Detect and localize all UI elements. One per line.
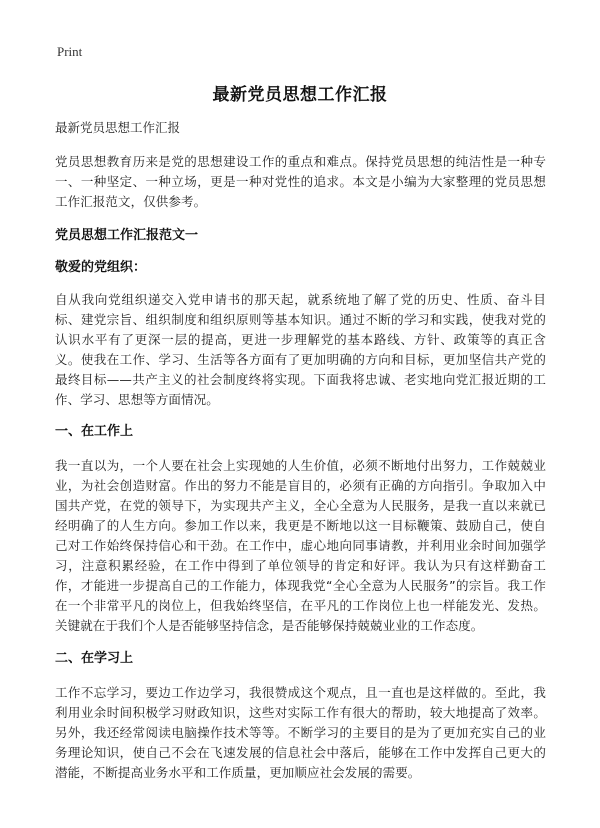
paragraph-application: 自从我向党组织递交入党申请书的那天起，就系统地了解了党的历史、性质、奋斗目标、建党宗旨、组织制度和组织原则等基本知识。通过不断的学习和实践，使我对党的认识水平有了更深一层的提高，更进一步理解党的基本路线、方针、政策等的真正含义。使我在工作、学习、生活等各方面有了更加明确的方向和目标，更加坚信共产党的最终目标——共产主义的社会制度终将实现。下面我将忠诚、老实地向党汇报近期的工作、学习、思想等方面情况。 [55, 292, 546, 407]
example-heading: 党员思想工作汇报范文一 [55, 228, 199, 243]
paragraph-study: 工作不忘学习，要边工作边学习，我很赞成这个观点，且一直也是这样做的。至此，我利用业余时间积极学习财政知识，这些对实际工作有很大的帮助，较大地提高了效率。另外，我还经常阅读电脑操作技术等等。不断学习的主要目的是为了更加充实自己的业务理论知识，使自己不会在飞速发展的信息社会中落后，能够在工作中发挥自己更大的潜能，不断提高业务水平和工作质量，更加顺应社会发展的需要。 [55, 685, 546, 780]
greeting-heading: 敬爱的党组织： [55, 260, 147, 275]
article-body [55, 118, 546, 783]
section-work-heading: 一、在工作上 [55, 424, 134, 439]
paragraph-work: 我一直以为，一个人要在社会上实现她的人生价值，必须不断地付出努力，工作兢兢业业，为社会创造财富。作出的努力不能是盲目的，必须有正确的方向指引。争取加入中国共产党，在党的领导下，为实现共产主义，全心全意为人民服务，是我一直以来就已经明确了的人生方向。参加工作以来，我更是不断地以这一目标鞭策、鼓励自己，使自己对工作始终保持信心和干劲。在工作中，虚心地向同事请教，并利用业余时间加强学习，注意积累经验，在工作中得到了单位领导的肯定和好评。我认为只有这样勤奋工作，才能进一步提高自己的工作能力，体现我党“全心全意为人民服务”的宗旨。我工作在一个非常平凡的岗位上，但我始终坚信，在平凡的工作岗位上也一样能发光、发热。关键就在于我们个人是否能够坚持信念，是否能够保持兢兢业业的工作态度。 [55, 458, 546, 633]
print-link[interactable]: Print [57, 44, 83, 59]
section-study-heading: 二、在学习上 [55, 651, 134, 666]
intro-paragraph: 党员思想教育历来是党的思想建设工作的重点和难点。保持党员思想的纯洁性是一种专一、一种坚定、一种立场，更是一种对党性的追求。本文是小编为大家整理的党员思想工作汇报范文，仅供参考。 [55, 154, 546, 209]
page-title: 最新党员思想工作汇报 [212, 85, 388, 105]
article-subtitle: 最新党员思想工作汇报 [55, 120, 181, 135]
